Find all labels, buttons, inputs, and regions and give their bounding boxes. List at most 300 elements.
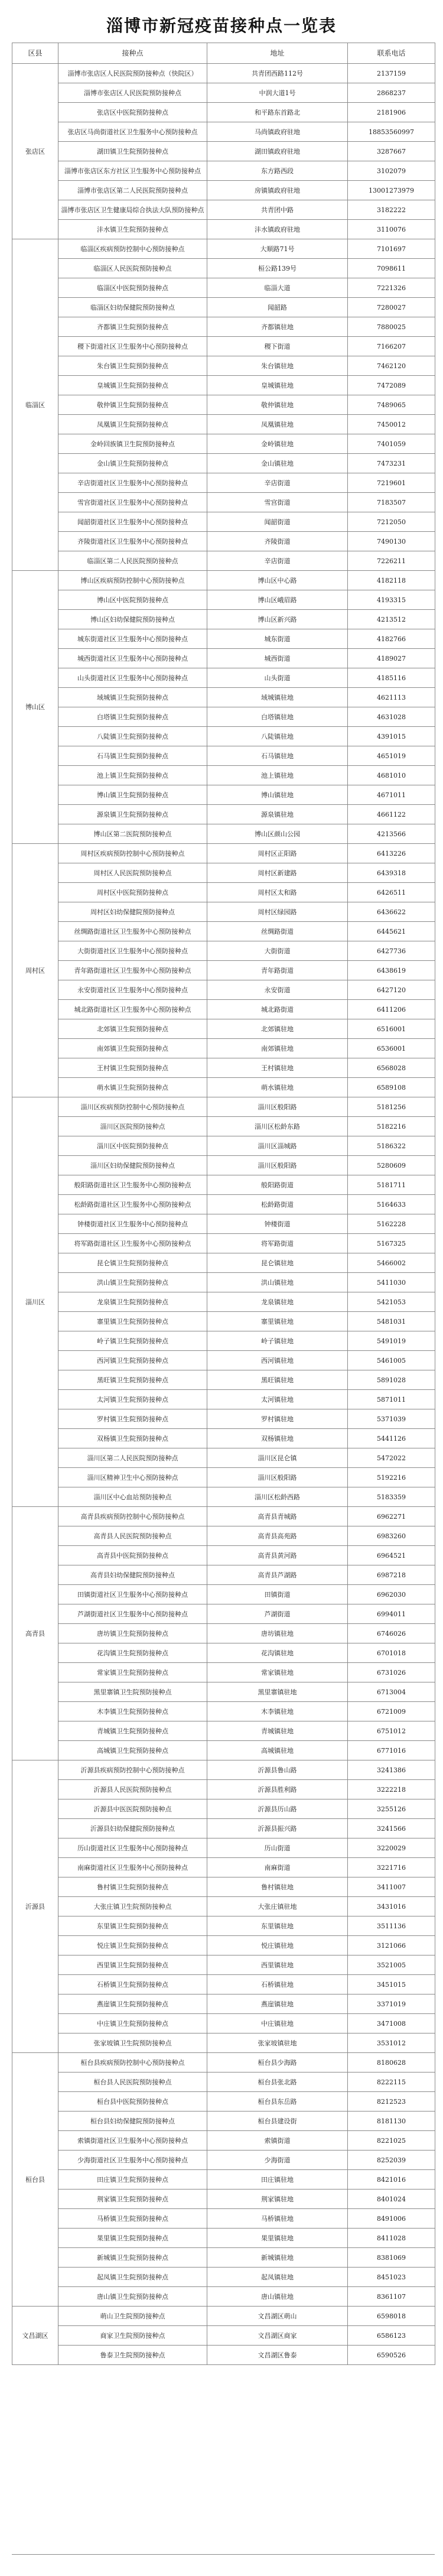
table-row xyxy=(12,980,435,1000)
site-cell: 高青县人民医院预防接种点 xyxy=(58,1526,207,1546)
site-cell: 池上镇卫生院预防接种点 xyxy=(58,766,207,785)
address-cell: 新城镇驻地 xyxy=(207,2248,348,2268)
site-cell: 萌山卫生院预防接种点 xyxy=(58,2307,207,2326)
site-cell: 齐都镇卫生院预防接种点 xyxy=(58,317,207,337)
phone-cell: 7221326 xyxy=(348,278,435,298)
phone-cell: 7219601 xyxy=(348,473,435,493)
phone-cell: 5181711 xyxy=(348,1175,435,1195)
address-cell: 双杨镇驻地 xyxy=(207,1429,348,1448)
phone-cell: 5461005 xyxy=(348,1351,435,1370)
phone-cell: 5183359 xyxy=(348,1487,435,1507)
site-cell: 花沟镇卫生院预防接种点 xyxy=(58,1643,207,1663)
phone-cell: 8361107 xyxy=(348,2287,435,2307)
address-cell: 淄川区松龄西路 xyxy=(207,1487,348,1507)
table-footer-rule xyxy=(12,2554,435,2565)
table-row xyxy=(12,610,435,629)
site-cell: 淄川区医院预防接种点 xyxy=(58,1117,207,1136)
phone-cell: 7880025 xyxy=(348,317,435,337)
address-cell: 将军路街道 xyxy=(207,1234,348,1253)
site-cell: 萌水镇卫生院预防接种点 xyxy=(58,1078,207,1097)
phone-cell: 4182118 xyxy=(348,571,435,590)
table-row xyxy=(12,883,435,902)
address-cell: 周村区新建路 xyxy=(207,863,348,883)
table-row xyxy=(12,1409,435,1429)
address-cell: 淄川区般阳路 xyxy=(207,1097,348,1117)
phone-cell: 8381069 xyxy=(348,2248,435,2268)
site-cell: 商家卫生院预防接种点 xyxy=(58,2326,207,2346)
table-row xyxy=(12,1526,435,1546)
phone-cell: 6964521 xyxy=(348,1546,435,1565)
site-cell: 寨里镇卫生院预防接种点 xyxy=(58,1312,207,1331)
phone-cell: 3241386 xyxy=(348,1760,435,1780)
phone-cell: 6713004 xyxy=(348,1682,435,1702)
address-cell: 湖田镇政府驻地 xyxy=(207,142,348,161)
table-row xyxy=(12,1760,435,1780)
table-row xyxy=(12,1000,435,1019)
site-cell: 石桥镇卫生院预防接种点 xyxy=(58,1975,207,1994)
site-cell: 高城镇卫生院预防接种点 xyxy=(58,1741,207,1760)
site-cell: 石马镇卫生院预防接种点 xyxy=(58,746,207,766)
phone-cell: 6536001 xyxy=(348,1039,435,1058)
site-cell: 山头街道社区卫生服务中心预防接种点 xyxy=(58,668,207,688)
phone-cell: 4621113 xyxy=(348,688,435,707)
phone-cell: 3102079 xyxy=(348,161,435,181)
site-cell: 城东街道社区卫生服务中心预防接种点 xyxy=(58,629,207,649)
address-cell: 凤凰镇驻地 xyxy=(207,415,348,434)
table-row xyxy=(12,1682,435,1702)
phone-cell: 4213566 xyxy=(348,824,435,844)
site-cell: 张家坡镇卫生院预防接种点 xyxy=(58,2033,207,2053)
site-cell: 城西街道社区卫生服务中心预防接种点 xyxy=(58,649,207,668)
header-phone: 联系电话 xyxy=(348,43,435,64)
address-cell: 金岭镇驻地 xyxy=(207,434,348,454)
site-cell: 芦湖街道社区卫生服务中心预防接种点 xyxy=(58,1604,207,1624)
header-site: 接种点 xyxy=(58,43,207,64)
table-row xyxy=(12,2287,435,2307)
site-cell: 博山区妇幼保健院预防接种点 xyxy=(58,610,207,629)
phone-cell: 5182216 xyxy=(348,1117,435,1136)
address-cell: 花沟镇驻地 xyxy=(207,1643,348,1663)
address-cell: 洪山镇驻地 xyxy=(207,1273,348,1292)
address-cell: 桓台县张北路 xyxy=(207,2073,348,2092)
table-row xyxy=(12,259,435,278)
table-row xyxy=(12,961,435,980)
phone-cell: 3222218 xyxy=(348,1780,435,1799)
site-cell: 周村区疾病预防控制中心预防接种点 xyxy=(58,844,207,863)
phone-cell: 8180628 xyxy=(348,2053,435,2073)
address-cell: 沂源县振兴路 xyxy=(207,1819,348,1838)
phone-cell: 8222115 xyxy=(348,2073,435,2092)
address-cell: 博山区颜山公园 xyxy=(207,824,348,844)
table-row xyxy=(12,1370,435,1390)
table-row xyxy=(12,532,435,551)
site-cell: 淄博市张店区第二人民医院预防接种点 xyxy=(58,181,207,200)
table-row xyxy=(12,415,435,434)
table-row xyxy=(12,1039,435,1058)
phone-cell: 6962271 xyxy=(348,1507,435,1526)
phone-cell: 6589108 xyxy=(348,1078,435,1097)
phone-cell: 4651019 xyxy=(348,746,435,766)
table-row xyxy=(12,551,435,571)
phone-cell: 6746026 xyxy=(348,1624,435,1643)
phone-cell: 4681010 xyxy=(348,766,435,785)
phone-cell: 6413226 xyxy=(348,844,435,863)
table-row xyxy=(12,1546,435,1565)
district-cell: 临淄区 xyxy=(12,239,58,571)
address-cell: 青城镇驻地 xyxy=(207,1721,348,1741)
site-cell: 高青县疾病预防控制中心预防接种点 xyxy=(58,1507,207,1526)
site-cell: 敬仲镇卫生院预防接种点 xyxy=(58,395,207,415)
district-cell: 周村区 xyxy=(12,844,58,1097)
table-row xyxy=(12,1741,435,1760)
table-row xyxy=(12,902,435,922)
address-cell: 域城镇驻地 xyxy=(207,688,348,707)
phone-cell: 5164633 xyxy=(348,1195,435,1214)
address-cell: 马桥镇驻地 xyxy=(207,2209,348,2229)
address-cell: 沂源县鲁山路 xyxy=(207,1760,348,1780)
site-cell: 博山区中医院预防接种点 xyxy=(58,590,207,610)
site-cell: 淄博市张店区卫生健康局综合执法大队预防接种点 xyxy=(58,200,207,220)
table-row xyxy=(12,805,435,824)
site-cell: 青年路街道社区卫生服务中心预防接种点 xyxy=(58,961,207,980)
phone-cell: 5167325 xyxy=(348,1234,435,1253)
table-row xyxy=(12,239,435,259)
table-row xyxy=(12,1214,435,1234)
address-cell: 罗村镇驻地 xyxy=(207,1409,348,1429)
address-cell: 高青县高苑路 xyxy=(207,1526,348,1546)
table-row xyxy=(12,103,435,122)
phone-cell: 4631028 xyxy=(348,707,435,727)
address-cell: 城北路街道 xyxy=(207,1000,348,1019)
address-cell: 淄川区般阳路 xyxy=(207,1468,348,1487)
table-row xyxy=(12,473,435,493)
table-row xyxy=(12,844,435,863)
address-cell: 大街街道 xyxy=(207,941,348,961)
table-row xyxy=(12,2229,435,2248)
address-cell: 中庄镇驻地 xyxy=(207,2014,348,2033)
table-row xyxy=(12,181,435,200)
table-row xyxy=(12,1448,435,1468)
site-cell: 辛店街道社区卫生服务中心预防接种点 xyxy=(58,473,207,493)
site-cell: 淄川区疾病预防控制中心预防接种点 xyxy=(58,1097,207,1117)
address-cell: 稷下街道 xyxy=(207,337,348,356)
site-cell: 沂源县中医医院预防接种点 xyxy=(58,1799,207,1819)
site-cell: 淄川区第二人民医院预防接种点 xyxy=(58,1448,207,1468)
site-cell: 南郊镇卫生院预防接种点 xyxy=(58,1039,207,1058)
site-cell: 临淄区疾病预防控制中心预防接种点 xyxy=(58,239,207,259)
site-cell: 临淄区中医院预防接种点 xyxy=(58,278,207,298)
site-cell: 桓台县疾病预防控制中心预防接种点 xyxy=(58,2053,207,2073)
address-cell: 房镇镇政府驻地 xyxy=(207,181,348,200)
table-row xyxy=(12,1156,435,1175)
phone-cell: 4182766 xyxy=(348,629,435,649)
table-row xyxy=(12,64,435,83)
site-cell: 源泉镇卫生院预防接种点 xyxy=(58,805,207,824)
site-cell: 青城镇卫生院预防接种点 xyxy=(58,1721,207,1741)
phone-cell: 5871011 xyxy=(348,1390,435,1409)
site-cell: 木李镇卫生院预防接种点 xyxy=(58,1702,207,1721)
site-cell: 白塔镇卫生院预防接种点 xyxy=(58,707,207,727)
site-cell: 雪宫街道社区卫生服务中心预防接种点 xyxy=(58,493,207,512)
address-cell: 黑里寨镇驻地 xyxy=(207,1682,348,1702)
table-row xyxy=(12,1916,435,1936)
table-row xyxy=(12,1955,435,1975)
address-cell: 博山区新兴路 xyxy=(207,610,348,629)
table-row xyxy=(12,2131,435,2151)
table-row xyxy=(12,1799,435,1819)
phone-cell: 6994011 xyxy=(348,1604,435,1624)
phone-cell: 3220029 xyxy=(348,1838,435,1858)
address-cell: 东方路西段 xyxy=(207,161,348,181)
site-cell: 北郊镇卫生院预防接种点 xyxy=(58,1019,207,1039)
phone-cell: 7166207 xyxy=(348,337,435,356)
site-cell: 西河镇卫生院预防接种点 xyxy=(58,1351,207,1370)
site-cell: 淄川区中医院预防接种点 xyxy=(58,1136,207,1156)
page-title: 淄博市新冠疫苗接种点一览表 xyxy=(106,16,337,35)
site-cell: 王村镇卫生院预防接种点 xyxy=(58,1058,207,1078)
site-cell: 西里镇卫生院预防接种点 xyxy=(58,1955,207,1975)
phone-cell: 7183507 xyxy=(348,493,435,512)
phone-cell: 4185116 xyxy=(348,668,435,688)
phone-cell: 5466002 xyxy=(348,1253,435,1273)
phone-cell: 6701018 xyxy=(348,1643,435,1663)
address-cell: 石马镇驻地 xyxy=(207,746,348,766)
phone-cell: 8411028 xyxy=(348,2229,435,2248)
site-cell: 博山区第二医院预防接种点 xyxy=(58,824,207,844)
address-cell: 淄川区松龄东路 xyxy=(207,1117,348,1136)
district-cell: 文昌湖区 xyxy=(12,2307,58,2365)
phone-cell: 2137159 xyxy=(348,64,435,83)
header-address: 地址 xyxy=(207,43,348,64)
address-cell: 文昌湖区商家 xyxy=(207,2326,348,2346)
table-row xyxy=(12,1351,435,1370)
phone-cell: 5472022 xyxy=(348,1448,435,1468)
district-cell: 淄川区 xyxy=(12,1097,58,1507)
address-cell: 岭子镇驻地 xyxy=(207,1331,348,1351)
address-cell: 八陡镇驻地 xyxy=(207,727,348,746)
site-cell: 般阳路街道社区卫生服务中心预防接种点 xyxy=(58,1175,207,1195)
phone-cell: 4193315 xyxy=(348,590,435,610)
table-row xyxy=(12,2053,435,2073)
site-cell: 丝绸路街道社区卫生服务中心预防接种点 xyxy=(58,922,207,941)
site-cell: 淄川区中心血站预防接种点 xyxy=(58,1487,207,1507)
phone-cell: 18853560997 xyxy=(348,122,435,142)
table-row xyxy=(12,590,435,610)
phone-cell: 5481031 xyxy=(348,1312,435,1331)
site-cell: 大张庄镇卫生院预防接种点 xyxy=(58,1897,207,1916)
table-row xyxy=(12,1819,435,1838)
address-cell: 东里镇驻地 xyxy=(207,1916,348,1936)
district-cell: 博山区 xyxy=(12,571,58,844)
site-cell: 朱台镇卫生院预防接种点 xyxy=(58,356,207,376)
site-cell: 少海街道社区卫生服务中心预防接种点 xyxy=(58,2151,207,2170)
phone-cell: 6771016 xyxy=(348,1741,435,1760)
table-row xyxy=(12,122,435,142)
phone-cell: 7098611 xyxy=(348,259,435,278)
phone-cell: 3221716 xyxy=(348,1858,435,1877)
site-cell: 张店区马尚街道社区卫生服务中心预防接种点 xyxy=(58,122,207,142)
address-cell: 永安街道 xyxy=(207,980,348,1000)
table-row xyxy=(12,395,435,415)
table-row xyxy=(12,1877,435,1897)
site-cell: 沂源县妇幼保健院预防接种点 xyxy=(58,1819,207,1838)
phone-cell: 7212050 xyxy=(348,512,435,532)
address-cell: 沂源县胜利路 xyxy=(207,1780,348,1799)
site-cell: 淄博市张店区东方社区卫生服务中心预防接种点 xyxy=(58,161,207,181)
phone-cell: 8221025 xyxy=(348,2131,435,2151)
table-row xyxy=(12,337,435,356)
table-row xyxy=(12,2326,435,2346)
phone-cell: 3110076 xyxy=(348,220,435,239)
table-row xyxy=(12,1663,435,1682)
table-row xyxy=(12,746,435,766)
site-cell: 东里镇卫生院预防接种点 xyxy=(58,1916,207,1936)
table-row xyxy=(12,2033,435,2053)
phone-cell: 5181256 xyxy=(348,1097,435,1117)
phone-cell: 7472089 xyxy=(348,376,435,395)
site-cell: 高青县中医院预防接种点 xyxy=(58,1546,207,1565)
phone-cell: 6411206 xyxy=(348,1000,435,1019)
site-cell: 新城镇卫生院预防接种点 xyxy=(58,2248,207,2268)
phone-cell: 8401024 xyxy=(348,2190,435,2209)
table-row xyxy=(12,1487,435,1507)
site-cell: 淄博市张店区人民医院预防接种点 xyxy=(58,83,207,103)
address-cell: 悦庄镇驻地 xyxy=(207,1936,348,1955)
phone-cell: 6598018 xyxy=(348,2307,435,2326)
site-cell: 将军路街道社区卫生服务中心预防接种点 xyxy=(58,1234,207,1253)
site-cell: 双杨镇卫生院预防接种点 xyxy=(58,1429,207,1448)
site-cell: 唐坊镇卫生院预防接种点 xyxy=(58,1624,207,1643)
table-row xyxy=(12,1078,435,1097)
phone-cell: 5491019 xyxy=(348,1331,435,1351)
address-cell: 朱台镇驻地 xyxy=(207,356,348,376)
table-row xyxy=(12,2268,435,2287)
site-cell: 田庄镇卫生院预防接种点 xyxy=(58,2170,207,2190)
table-row xyxy=(12,1780,435,1799)
phone-cell: 8421016 xyxy=(348,2170,435,2190)
district-cell: 张店区 xyxy=(12,64,58,239)
table-row xyxy=(12,1838,435,1858)
table-row xyxy=(12,727,435,746)
address-cell: 桓台县建设街 xyxy=(207,2112,348,2131)
address-cell: 齐陵街道 xyxy=(207,532,348,551)
address-cell: 唐坊镇驻地 xyxy=(207,1624,348,1643)
table-row xyxy=(12,1292,435,1312)
table-header-row xyxy=(12,43,435,64)
address-cell: 钟楼街道 xyxy=(207,1214,348,1234)
site-cell: 稷下街道社区卫生服务中心预防接种点 xyxy=(58,337,207,356)
site-cell: 鲁村镇卫生院预防接种点 xyxy=(58,1877,207,1897)
address-cell: 雪宫街道 xyxy=(207,493,348,512)
site-cell: 沂源县人民医院预防接种点 xyxy=(58,1780,207,1799)
address-cell: 索镇街道 xyxy=(207,2131,348,2151)
district-cell: 桓台县 xyxy=(12,2053,58,2307)
phone-cell: 5192216 xyxy=(348,1468,435,1487)
phone-cell: 7473231 xyxy=(348,454,435,473)
address-cell: 山头街道 xyxy=(207,668,348,688)
site-cell: 南麻街道社区卫生服务中心预防接种点 xyxy=(58,1858,207,1877)
table-row xyxy=(12,707,435,727)
phone-cell: 3521005 xyxy=(348,1955,435,1975)
phone-cell: 13001273979 xyxy=(348,181,435,200)
table-row xyxy=(12,1975,435,1994)
table-row xyxy=(12,1136,435,1156)
site-cell: 起凤镇卫生院预防接种点 xyxy=(58,2268,207,2287)
phone-cell: 6436622 xyxy=(348,902,435,922)
site-cell: 皇城镇卫生院预防接种点 xyxy=(58,376,207,395)
phone-cell: 6983260 xyxy=(348,1526,435,1546)
site-cell: 龙泉镇卫生院预防接种点 xyxy=(58,1292,207,1312)
address-cell: 桓台县东岳路 xyxy=(207,2092,348,2112)
phone-cell: 8451023 xyxy=(348,2268,435,2287)
district-cell: 高青县 xyxy=(12,1507,58,1760)
address-cell: 城东街道 xyxy=(207,629,348,649)
table-row xyxy=(12,1195,435,1214)
phone-cell: 3471008 xyxy=(348,2014,435,2033)
site-cell: 马桥镇卫生院预防接种点 xyxy=(58,2209,207,2229)
table-row xyxy=(12,200,435,220)
address-cell: 齐都镇驻地 xyxy=(207,317,348,337)
site-cell: 博山区疾病预防控制中心预防接种点 xyxy=(58,571,207,590)
phone-cell: 6427120 xyxy=(348,980,435,1000)
address-cell: 闻韶路 xyxy=(207,298,348,317)
table-row xyxy=(12,493,435,512)
phone-cell: 7101697 xyxy=(348,239,435,259)
table-row xyxy=(12,1565,435,1585)
table-row xyxy=(12,317,435,337)
phone-cell: 5280609 xyxy=(348,1156,435,1175)
table-row xyxy=(12,668,435,688)
table-row xyxy=(12,824,435,844)
site-cell: 淄博市张店区人民医院预防接种点（快院区） xyxy=(58,64,207,83)
phone-cell: 7226211 xyxy=(348,551,435,571)
site-cell: 燕崖镇卫生院预防接种点 xyxy=(58,1994,207,2014)
table-body xyxy=(12,64,435,2365)
table-row xyxy=(12,2248,435,2268)
table-row xyxy=(12,2170,435,2190)
address-cell: 青年路街道 xyxy=(207,961,348,980)
table-row xyxy=(12,161,435,181)
address-cell: 淄川区昆仑镇 xyxy=(207,1448,348,1468)
phone-cell: 3241566 xyxy=(348,1819,435,1838)
address-cell: 博山区中心路 xyxy=(207,571,348,590)
site-cell: 博山镇卫生院预防接种点 xyxy=(58,785,207,805)
phone-cell: 3371019 xyxy=(348,1994,435,2014)
table-row xyxy=(12,922,435,941)
table-row xyxy=(12,1117,435,1136)
site-cell: 昆仑镇卫生院预防接种点 xyxy=(58,1253,207,1273)
site-cell: 高青县妇幼保健院预防接种点 xyxy=(58,1565,207,1585)
phone-cell: 6427736 xyxy=(348,941,435,961)
address-cell: 石桥镇驻地 xyxy=(207,1975,348,1994)
address-cell: 辛店街道 xyxy=(207,551,348,571)
phone-cell: 6962030 xyxy=(348,1585,435,1604)
address-cell: 淄川区般阳路 xyxy=(207,1156,348,1175)
table-row xyxy=(12,220,435,239)
address-cell: 南麻街道 xyxy=(207,1858,348,1877)
site-cell: 凤凰镇卫生院预防接种点 xyxy=(58,415,207,434)
address-cell: 燕崖镇驻地 xyxy=(207,1994,348,2014)
site-cell: 太河镇卫生院预防接种点 xyxy=(58,1390,207,1409)
address-cell: 马尚镇政府驻地 xyxy=(207,122,348,142)
address-cell: 中润大道1号 xyxy=(207,83,348,103)
table-row xyxy=(12,2073,435,2092)
table-row xyxy=(12,1585,435,1604)
table-row xyxy=(12,2190,435,2209)
table-row xyxy=(12,142,435,161)
site-cell: 岭子镇卫生院预防接种点 xyxy=(58,1331,207,1351)
site-cell: 湖田镇卫生院预防接种点 xyxy=(58,142,207,161)
